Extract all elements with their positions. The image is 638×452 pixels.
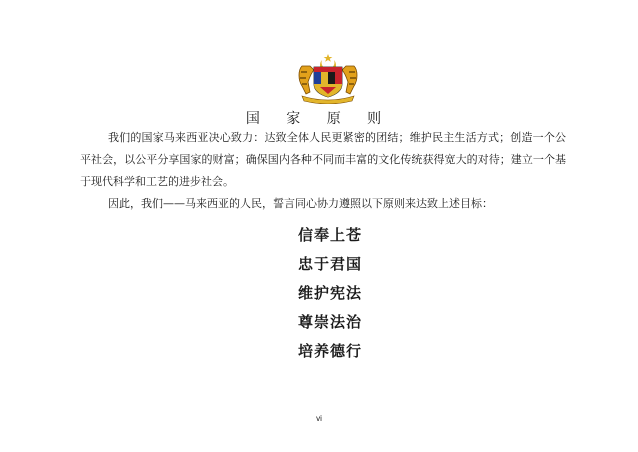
intro-paragraph: 我们的国家马来西亚决心致力：达致全体人民更紧密的团结；维护民主生活方式；创造一个公平社会，以公平分享国家的财富；确保国内各种不同而丰富的文化传统获得宽大的对待；建立一个基于现代科学和工艺的进步社会。 (80, 131, 566, 188)
page-number: vi (316, 414, 322, 423)
document-title: 国 家 原 则 (245, 111, 393, 127)
principle-item: 维护宪法 (298, 284, 363, 302)
principle-item: 尊崇法治 (298, 313, 363, 331)
pledge-paragraph: 因此，我们——马来西亚的人民，誓言同心协力遵照以下原则来达致上述目标： (108, 197, 493, 210)
principle-item: 培养德行 (298, 342, 363, 360)
principle-item: 信奉上苍 (298, 226, 363, 244)
coat-of-arms-emblem (296, 54, 360, 104)
principle-item: 忠于君国 (298, 255, 363, 273)
principles-list (298, 221, 362, 366)
